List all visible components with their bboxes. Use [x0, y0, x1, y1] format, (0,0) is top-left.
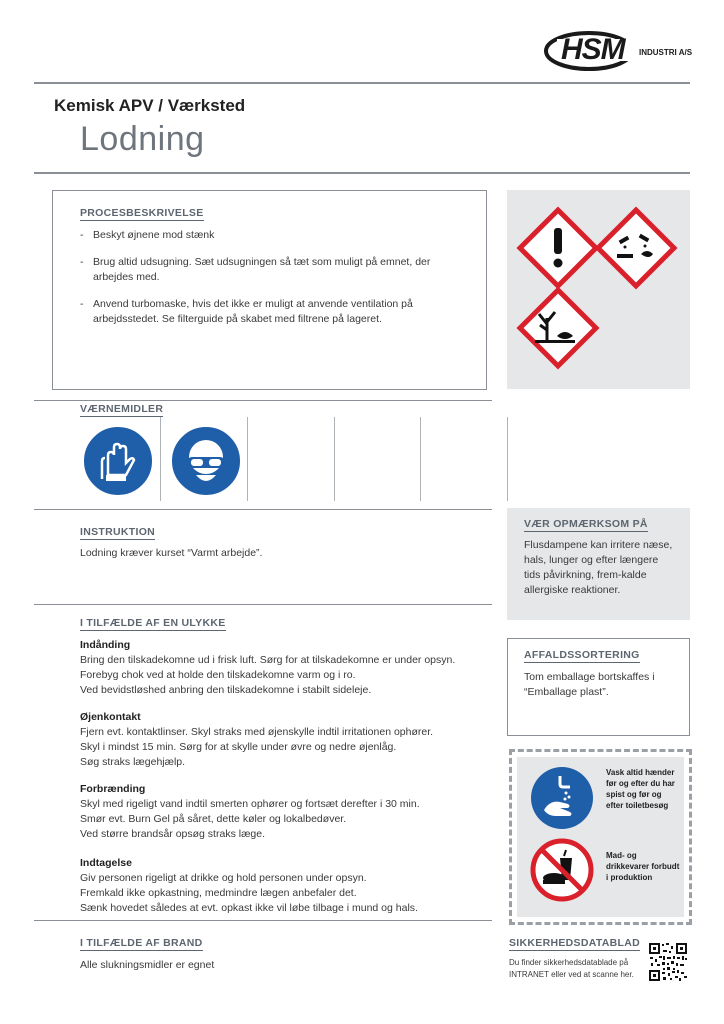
- fire-heading: I TILFÆLDE AF BRAND: [80, 937, 203, 949]
- accident-line: Sænk hovedet således at evt. opkast ikke vil løbe tilbage i mund og hals.: [80, 902, 418, 914]
- environment-hazard-icon: [520, 290, 596, 366]
- accident-section: [80, 856, 490, 916]
- accident-section: [80, 782, 490, 842]
- attention-heading: VÆR OPMÆRKSOM PÅ: [524, 518, 648, 530]
- wash-hands-text: Vask altid hænder før og efter du har spist og før og efter toiletbesøg: [606, 768, 675, 810]
- safety-glasses-icon: [172, 427, 240, 495]
- hazard-panel: [507, 190, 690, 389]
- fire-top-rule: [34, 920, 492, 921]
- header-top-rule: [34, 82, 690, 84]
- gloves-icon: [84, 427, 152, 495]
- ppe-cell: [334, 417, 421, 501]
- waste-heading: AFFALDSSORTERING: [524, 649, 640, 661]
- accident-heading: I TILFÆLDE AF EN ULYKKE: [80, 617, 226, 629]
- ppe-cell: [74, 417, 161, 501]
- ppe-heading: VÆRNEMIDLER: [80, 403, 164, 415]
- exclamation-hazard-icon: [520, 210, 596, 286]
- process-item: - Beskyt øjnene mod stænk: [80, 228, 460, 243]
- accident-section: [80, 710, 490, 770]
- no-food-drink-text: Mad- og drikkevarer forbudt i produktion: [606, 851, 680, 882]
- accident-line: Fjern evt. kontaktlinser. Skyl straks med øjenskylle indtil irritationen ophører.: [80, 726, 434, 738]
- qr-code-icon[interactable]: [648, 942, 688, 987]
- accident-top-rule: [34, 604, 492, 605]
- process-heading: PROCESBESKRIVELSE: [80, 207, 204, 219]
- ppe-cell: [420, 417, 508, 501]
- logo-mark: HSM: [561, 33, 625, 66]
- attention-text: Flusdampene kan irritere næse, hals, lunger og efter længere tids påvirkning, frem-kalde allergiske reaktioner.: [524, 539, 673, 596]
- ppe-top-rule: [34, 400, 492, 401]
- accident-section-title: Forbrænding: [80, 783, 146, 795]
- instruction-text: Lodning kræver kurset “Varmt arbejde”.: [80, 547, 263, 559]
- logo-subtext: INDUSTRI A/S: [639, 48, 693, 57]
- sds-text: Du finder sikkerhedsdatablade på INTRANET eller ved at scanne her.: [509, 958, 634, 979]
- sds-heading: SIKKERHEDSDATABLAD: [509, 937, 641, 949]
- company-logo: [543, 30, 693, 72]
- instruction-top-rule: [34, 509, 492, 510]
- accident-line: Forebyg chok ved at holde den tilskadekomne varm og i ro.: [80, 669, 356, 681]
- ppe-cell: [247, 417, 335, 501]
- ppe-cell: [160, 417, 248, 501]
- accident-section: [80, 638, 490, 698]
- accident-line: Skyl med rigeligt vand indtil smerten ophører og fortsæt derefter i 30 min.: [80, 798, 420, 810]
- accident-section-title: Øjenkontakt: [80, 711, 141, 723]
- accident-line: Bring den tilskadekomne ud i frisk luft. Sørg for at tilskadekomne er under opsyn.: [80, 654, 456, 666]
- corrosive-hazard-icon: [598, 210, 674, 286]
- accident-line: Fremkald ikke opkastning, medmindre lægen anbefaler det.: [80, 887, 357, 899]
- fire-text: Alle slukningsmidler er egnet: [80, 959, 215, 971]
- accident-line: Skyl i mindst 15 min. Sørg for at skylle under øvre og nedre øjenlåg.: [80, 741, 397, 753]
- no-food-drink-icon: [530, 838, 594, 907]
- header-bottom-rule: [34, 172, 690, 174]
- process-item: - Anvend turbomaske, hvis det ikke er muligt at anvende ventilation på arbejdsstedet. Se filterguide på skabet med filtrene på lageret.: [80, 297, 460, 327]
- accident-line: Ved bevidstløshed anbring den tilskadekomne i stabilt sideleje.: [80, 684, 372, 696]
- wash-hands-icon: [530, 766, 594, 835]
- process-item: - Brug altid udsugning. Sæt udsugningen så tæt som muligt på emnet, der arbejdes med.: [80, 255, 460, 285]
- page-subtitle: Kemisk APV / Værksted: [54, 96, 246, 115]
- accident-line: Smør evt. Burn Gel på såret, dette køler og lokalbedøver.: [80, 813, 347, 825]
- waste-text: Tom emballage bortskaffes i “Emballage plast”.: [524, 671, 655, 698]
- process-list: [80, 228, 460, 339]
- accident-line: Giv personen rigeligt at drikke og hold personen under opsyn.: [80, 872, 367, 884]
- accident-section-title: Indånding: [80, 639, 131, 651]
- instruction-heading: INSTRUKTION: [80, 526, 156, 538]
- page-title: Lodning: [80, 120, 205, 158]
- accident-line: Søg straks lægehjælp.: [80, 756, 186, 768]
- accident-section-title: Indtagelse: [80, 857, 132, 869]
- accident-line: Ved større brandsår opsøg straks læge.: [80, 828, 265, 840]
